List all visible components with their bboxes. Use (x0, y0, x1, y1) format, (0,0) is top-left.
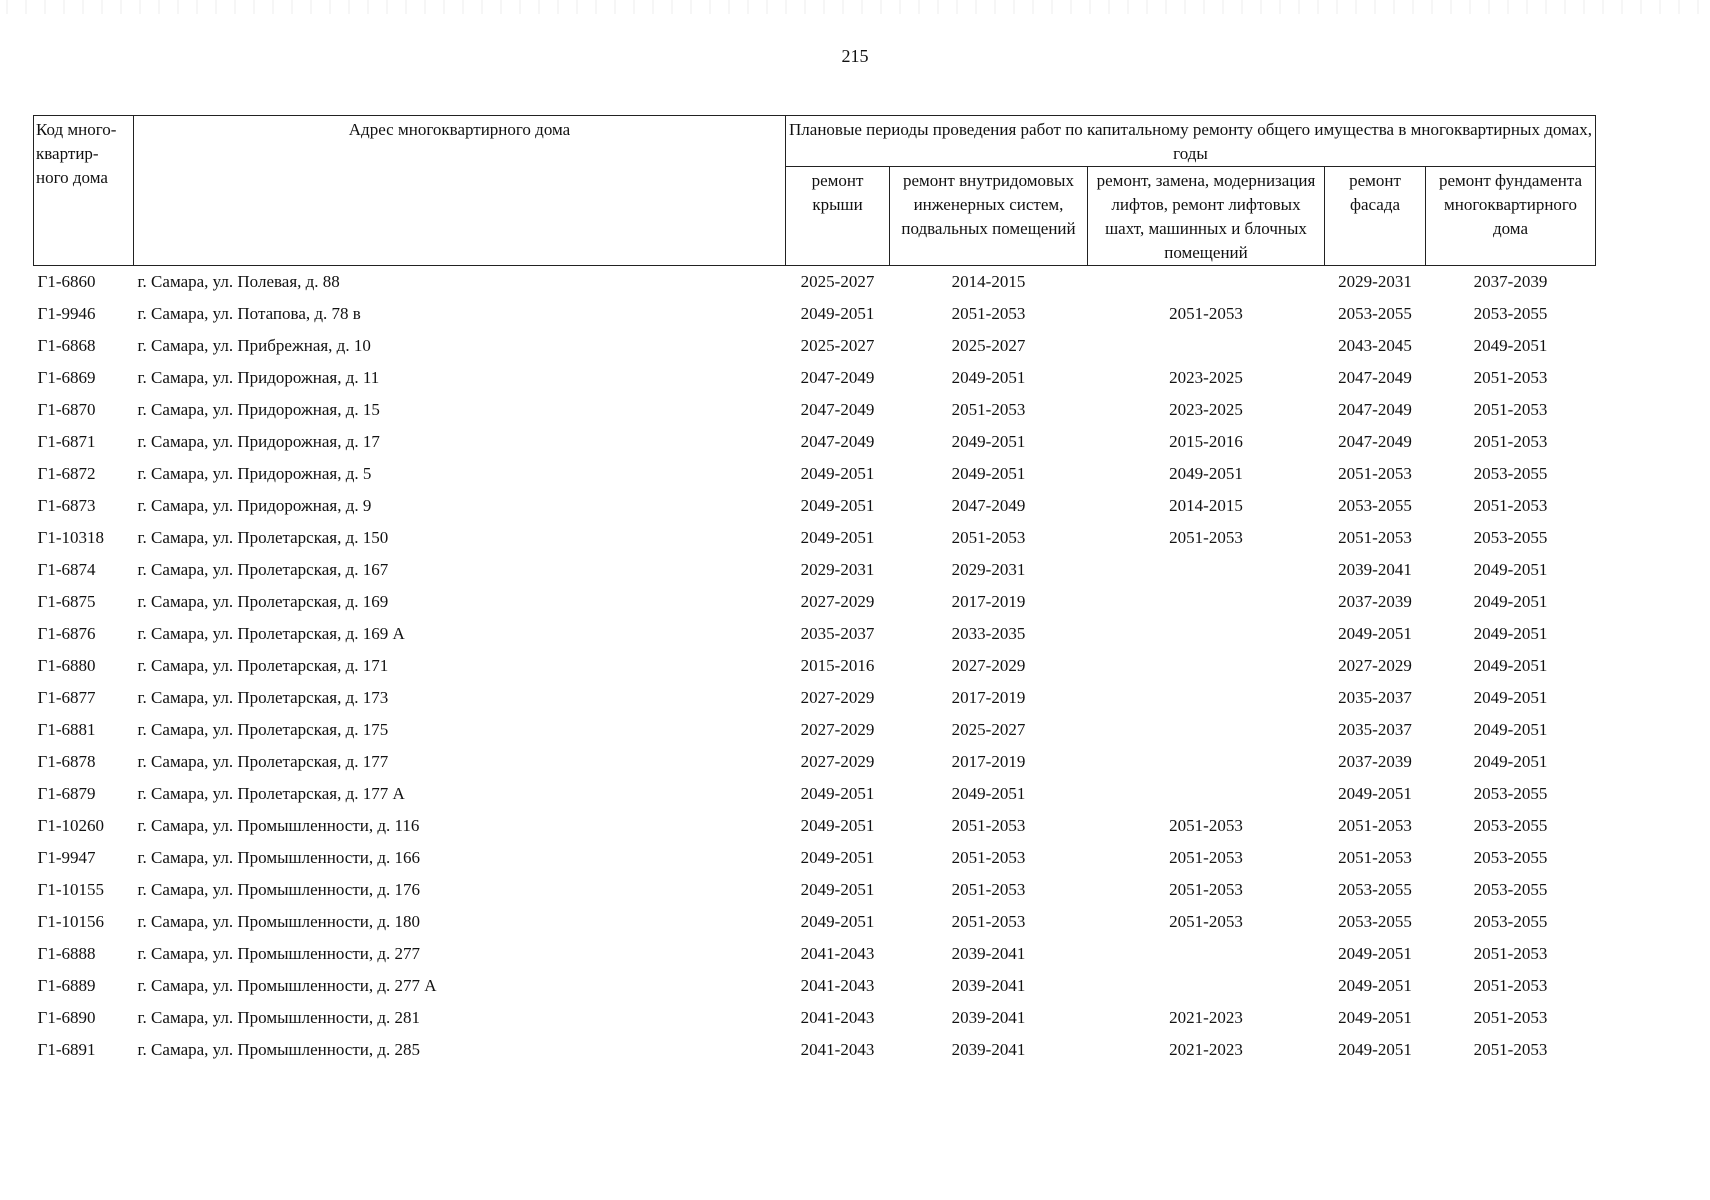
cell-lifts-period (1088, 586, 1325, 618)
cell-lifts-period: 2051-2053 (1169, 528, 1243, 547)
header-roof-repair: ремонт крыши (786, 167, 890, 266)
cell-address: г. Самара, ул. Пролетарская, д. 177 А (137, 784, 405, 803)
table-row (34, 490, 1596, 522)
cell-lifts-period: 2051-2053 (1169, 816, 1243, 835)
cell-address: г. Самара, ул. Пролетарская, д. 175 (137, 720, 389, 739)
cell-foundation-period: 2049-2051 (1473, 688, 1548, 707)
cell-foundation-period: 2053-2055 (1473, 880, 1548, 899)
cell-building-code: Г1-10156 (37, 912, 104, 931)
cell-address: г. Самара, ул. Промышленности, д. 277 А (137, 976, 437, 995)
table-row (34, 1034, 1596, 1066)
cell-address: г. Самара, ул. Придорожная, д. 15 (137, 400, 380, 419)
cell-facade-period: 2029-2031 (1338, 272, 1412, 291)
cell-building-code: Г1-6868 (37, 336, 96, 355)
cell-lifts-period (1088, 682, 1325, 714)
cell-facade-period: 2049-2051 (1338, 624, 1412, 643)
header-engineering-systems-repair: ремонт внутридомовых инженерных систем, подвальных помещений (890, 167, 1088, 266)
cell-building-code: Г1-6873 (37, 496, 96, 515)
cell-roof-period: 2041-2043 (800, 944, 875, 963)
cell-lifts-period (1088, 938, 1325, 970)
cell-address: г. Самара, ул. Промышленности, д. 166 (137, 848, 421, 867)
cell-lifts-period: 2023-2025 (1169, 400, 1243, 419)
cell-lifts-period: 2021-2023 (1169, 1040, 1243, 1059)
cell-building-code: Г1-9946 (37, 304, 96, 323)
cell-address: г. Самара, ул. Прибрежная, д. 10 (137, 336, 371, 355)
scan-edge-noise (0, 0, 1710, 14)
cell-roof-period: 2027-2029 (800, 592, 875, 611)
header-planned-periods: Плановые периоды проведения работ по капитальному ремонту общего имущества в многоквартирных домах, годы (786, 116, 1596, 167)
cell-lifts-period (1088, 778, 1325, 810)
table-row (34, 458, 1596, 490)
cell-foundation-period: 2053-2055 (1473, 784, 1548, 803)
cell-systems-period: 2027-2029 (951, 656, 1026, 675)
cell-systems-period: 2047-2049 (951, 496, 1026, 515)
cell-systems-period: 2033-2035 (951, 624, 1026, 643)
cell-facade-period: 2043-2045 (1338, 336, 1412, 355)
cell-systems-period: 2025-2027 (951, 720, 1026, 739)
table-row (34, 586, 1596, 618)
cell-facade-period: 2053-2055 (1338, 880, 1412, 899)
cell-address: г. Самара, ул. Промышленности, д. 116 (137, 816, 420, 835)
table-row (34, 554, 1596, 586)
table-row (34, 522, 1596, 554)
cell-building-code: Г1-6875 (37, 592, 96, 611)
table-row (34, 938, 1596, 970)
cell-foundation-period: 2049-2051 (1473, 656, 1548, 675)
cell-systems-period: 2039-2041 (951, 1040, 1026, 1059)
cell-building-code: Г1-6869 (37, 368, 96, 387)
cell-roof-period: 2049-2051 (800, 784, 875, 803)
cell-facade-period: 2037-2039 (1338, 752, 1412, 771)
cell-foundation-period: 2049-2051 (1473, 720, 1548, 739)
cell-facade-period: 2049-2051 (1338, 1040, 1412, 1059)
cell-systems-period: 2051-2053 (951, 400, 1026, 419)
cell-lifts-period (1088, 746, 1325, 778)
cell-lifts-period: 2021-2023 (1169, 1008, 1243, 1027)
cell-facade-period: 2047-2049 (1338, 400, 1412, 419)
cell-building-code: Г1-6891 (37, 1040, 96, 1059)
cell-lifts-period (1088, 650, 1325, 682)
table-row (34, 970, 1596, 1002)
cell-foundation-period: 2049-2051 (1473, 592, 1548, 611)
cell-roof-period: 2049-2051 (800, 528, 875, 547)
cell-foundation-period: 2049-2051 (1473, 624, 1548, 643)
cell-foundation-period: 2049-2051 (1473, 336, 1548, 355)
cell-facade-period: 2051-2053 (1338, 816, 1412, 835)
cell-systems-period: 2051-2053 (951, 816, 1026, 835)
cell-systems-period: 2051-2053 (951, 528, 1026, 547)
cell-facade-period: 2051-2053 (1338, 464, 1412, 483)
cell-address: г. Самара, ул. Придорожная, д. 5 (137, 464, 372, 483)
table-row (34, 394, 1596, 426)
cell-foundation-period: 2053-2055 (1473, 464, 1548, 483)
cell-foundation-period: 2053-2055 (1473, 848, 1548, 867)
cell-systems-period: 2039-2041 (951, 1008, 1026, 1027)
cell-foundation-period: 2051-2053 (1473, 976, 1548, 995)
cell-foundation-period: 2051-2053 (1473, 1040, 1548, 1059)
cell-address: г. Самара, ул. Пролетарская, д. 177 (137, 752, 389, 771)
table-row (34, 714, 1596, 746)
cell-foundation-period: 2053-2055 (1473, 816, 1548, 835)
cell-address: г. Самара, ул. Полевая, д. 88 (137, 272, 340, 291)
cell-systems-period: 2025-2027 (951, 336, 1026, 355)
cell-roof-period: 2049-2051 (800, 496, 875, 515)
cell-lifts-period: 2023-2025 (1169, 368, 1243, 387)
cell-foundation-period: 2051-2053 (1473, 496, 1548, 515)
cell-building-code: Г1-6871 (37, 432, 96, 451)
cell-building-code: Г1-6889 (37, 976, 96, 995)
cell-address: г. Самара, ул. Пролетарская, д. 171 (137, 656, 389, 675)
table-row (34, 906, 1596, 938)
capital-repair-table (33, 115, 1596, 1066)
cell-systems-period: 2029-2031 (951, 560, 1026, 579)
cell-systems-period: 2051-2053 (951, 848, 1026, 867)
document-table-container (33, 115, 1596, 1066)
cell-lifts-period: 2051-2053 (1169, 848, 1243, 867)
table-row (34, 266, 1596, 299)
cell-roof-period: 2047-2049 (800, 432, 875, 451)
cell-facade-period: 2049-2051 (1338, 944, 1412, 963)
cell-foundation-period: 2051-2053 (1473, 432, 1548, 451)
cell-roof-period: 2047-2049 (800, 368, 875, 387)
cell-lifts-period: 2051-2053 (1169, 912, 1243, 931)
cell-facade-period: 2049-2051 (1338, 784, 1412, 803)
cell-systems-period: 2017-2019 (951, 688, 1026, 707)
cell-lifts-period (1088, 970, 1325, 1002)
table-row (34, 298, 1596, 330)
table-row (34, 362, 1596, 394)
cell-facade-period: 2053-2055 (1338, 496, 1412, 515)
cell-systems-period: 2049-2051 (951, 368, 1026, 387)
cell-building-code: Г1-6870 (37, 400, 96, 419)
cell-facade-period: 2051-2053 (1338, 848, 1412, 867)
cell-systems-period: 2014-2015 (951, 272, 1026, 291)
cell-foundation-period: 2053-2055 (1473, 912, 1548, 931)
table-row (34, 842, 1596, 874)
cell-address: г. Самара, ул. Пролетарская, д. 169 А (137, 624, 405, 643)
cell-address: г. Самара, ул. Промышленности, д. 277 (137, 944, 421, 963)
cell-address: г. Самара, ул. Пролетарская, д. 167 (137, 560, 389, 579)
cell-building-code: Г1-6877 (37, 688, 96, 707)
cell-foundation-period: 2049-2051 (1473, 752, 1548, 771)
cell-facade-period: 2053-2055 (1338, 912, 1412, 931)
table-row (34, 778, 1596, 810)
cell-building-code: Г1-6878 (37, 752, 96, 771)
cell-roof-period: 2015-2016 (800, 656, 875, 675)
cell-lifts-period: 2014-2015 (1169, 496, 1243, 515)
table-row (34, 650, 1596, 682)
cell-roof-period: 2027-2029 (800, 688, 875, 707)
cell-foundation-period: 2049-2051 (1473, 560, 1548, 579)
cell-foundation-period: 2051-2053 (1473, 400, 1548, 419)
cell-building-code: Г1-6888 (37, 944, 96, 963)
header-building-code (34, 116, 134, 266)
cell-lifts-period (1088, 266, 1325, 299)
cell-roof-period: 2049-2051 (800, 848, 875, 867)
cell-building-code: Г1-10318 (37, 528, 104, 547)
cell-roof-period: 2049-2051 (800, 880, 875, 899)
cell-roof-period: 2027-2029 (800, 720, 875, 739)
table-body (34, 266, 1596, 1067)
cell-lifts-period: 2051-2053 (1169, 304, 1243, 323)
cell-facade-period: 2049-2051 (1338, 1008, 1412, 1027)
cell-building-code: Г1-6872 (37, 464, 96, 483)
cell-roof-period: 2049-2051 (800, 464, 875, 483)
cell-lifts-period (1088, 330, 1325, 362)
cell-roof-period: 2035-2037 (800, 624, 875, 643)
table-row (34, 746, 1596, 778)
cell-building-code: Г1-6860 (37, 272, 96, 291)
table-row (34, 810, 1596, 842)
cell-building-code: Г1-6881 (37, 720, 96, 739)
cell-address: г. Самара, ул. Пролетарская, д. 173 (137, 688, 389, 707)
cell-address: г. Самара, ул. Придорожная, д. 11 (137, 368, 380, 387)
cell-lifts-period: 2015-2016 (1169, 432, 1243, 451)
table-row (34, 330, 1596, 362)
cell-roof-period: 2029-2031 (800, 560, 875, 579)
cell-systems-period: 2039-2041 (951, 976, 1026, 995)
cell-address: г. Самара, ул. Промышленности, д. 180 (137, 912, 421, 931)
cell-building-code: Г1-6876 (37, 624, 96, 643)
cell-roof-period: 2025-2027 (800, 272, 875, 291)
table-row (34, 426, 1596, 458)
cell-facade-period: 2047-2049 (1338, 432, 1412, 451)
cell-roof-period: 2041-2043 (800, 1008, 875, 1027)
table-row (34, 874, 1596, 906)
cell-address: г. Самара, ул. Промышленности, д. 285 (137, 1040, 421, 1059)
cell-facade-period: 2035-2037 (1338, 720, 1412, 739)
cell-systems-period: 2051-2053 (951, 880, 1026, 899)
cell-roof-period: 2041-2043 (800, 976, 875, 995)
cell-roof-period: 2025-2027 (800, 336, 875, 355)
table-row (34, 1002, 1596, 1034)
cell-lifts-period: 2051-2053 (1169, 880, 1243, 899)
table-row (34, 682, 1596, 714)
cell-address: г. Самара, ул. Потапова, д. 78 в (137, 304, 361, 323)
cell-systems-period: 2017-2019 (951, 752, 1026, 771)
cell-lifts-period (1088, 618, 1325, 650)
cell-address: г. Самара, ул. Пролетарская, д. 150 (137, 528, 389, 547)
cell-address: г. Самара, ул. Придорожная, д. 9 (137, 496, 372, 515)
cell-foundation-period: 2051-2053 (1473, 944, 1548, 963)
cell-foundation-period: 2051-2053 (1473, 1008, 1548, 1027)
cell-building-code: Г1-6879 (37, 784, 96, 803)
cell-facade-period: 2049-2051 (1338, 976, 1412, 995)
header-foundation-repair: ремонт фундамента многоквартирного дома (1426, 167, 1596, 266)
cell-facade-period: 2027-2029 (1338, 656, 1412, 675)
cell-systems-period: 2049-2051 (951, 432, 1026, 451)
cell-building-code: Г1-10260 (37, 816, 104, 835)
cell-building-code: Г1-6890 (37, 1008, 96, 1027)
header-facade-repair: ремонт фасада (1325, 167, 1426, 266)
cell-systems-period: 2051-2053 (951, 912, 1026, 931)
cell-facade-period: 2053-2055 (1338, 304, 1412, 323)
cell-lifts-period (1088, 554, 1325, 586)
cell-address: г. Самара, ул. Придорожная, д. 17 (137, 432, 380, 451)
cell-building-code: Г1-10155 (37, 880, 104, 899)
cell-building-code: Г1-6874 (37, 560, 96, 579)
cell-foundation-period: 2053-2055 (1473, 304, 1548, 323)
cell-roof-period: 2027-2029 (800, 752, 875, 771)
cell-facade-period: 2037-2039 (1338, 592, 1412, 611)
cell-roof-period: 2049-2051 (800, 304, 875, 323)
cell-systems-period: 2049-2051 (951, 464, 1026, 483)
page-number: 215 (841, 46, 869, 66)
cell-facade-period: 2039-2041 (1338, 560, 1412, 579)
cell-facade-period: 2051-2053 (1338, 528, 1412, 547)
cell-facade-period: 2035-2037 (1338, 688, 1412, 707)
table-row (34, 618, 1596, 650)
cell-facade-period: 2047-2049 (1338, 368, 1412, 387)
cell-foundation-period: 2051-2053 (1473, 368, 1548, 387)
header-building-code-text: Код много-квартир-ного дома (36, 120, 117, 187)
cell-roof-period: 2049-2051 (800, 816, 875, 835)
cell-foundation-period: 2053-2055 (1473, 528, 1548, 547)
header-lift-repair: ремонт, замена, модернизация лифтов, ремонт лифтовых шахт, машинных и блочных помещений (1088, 167, 1325, 266)
cell-building-code: Г1-9947 (37, 848, 96, 867)
cell-address: г. Самара, ул. Промышленности, д. 281 (137, 1008, 421, 1027)
cell-building-code: Г1-6880 (37, 656, 96, 675)
cell-roof-period: 2049-2051 (800, 912, 875, 931)
cell-foundation-period: 2037-2039 (1473, 272, 1548, 291)
cell-lifts-period: 2049-2051 (1169, 464, 1243, 483)
cell-systems-period: 2049-2051 (951, 784, 1026, 803)
cell-roof-period: 2047-2049 (800, 400, 875, 419)
cell-roof-period: 2041-2043 (800, 1040, 875, 1059)
cell-lifts-period (1088, 714, 1325, 746)
cell-systems-period: 2051-2053 (951, 304, 1026, 323)
cell-address: г. Самара, ул. Промышленности, д. 176 (137, 880, 421, 899)
cell-systems-period: 2017-2019 (951, 592, 1026, 611)
cell-systems-period: 2039-2041 (951, 944, 1026, 963)
header-address: Адрес многоквартирного дома (134, 116, 786, 266)
cell-address: г. Самара, ул. Пролетарская, д. 169 (137, 592, 389, 611)
